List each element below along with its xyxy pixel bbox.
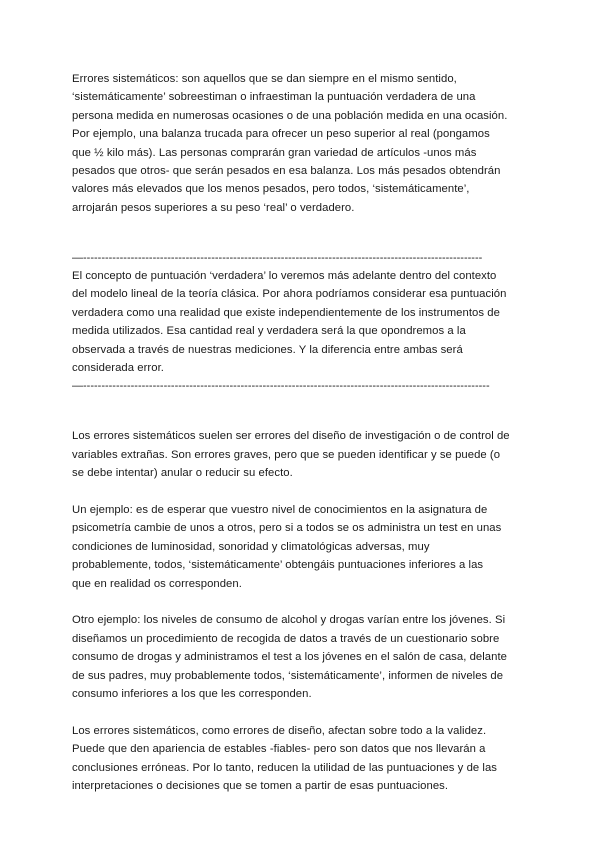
paragraph-systematic-errors-definition <box>72 70 532 217</box>
document-page <box>72 70 532 795</box>
text-line: probablemente, todos, ‘sistemáticamente’ obtengáis puntuaciones inferiores a las <box>72 559 484 572</box>
text-line: Un ejemplo: es de esperar que vuestro nivel de conocimientos en la asignatura de <box>72 503 488 516</box>
paragraph-true-score-note <box>72 267 532 377</box>
text-line: persona medida en numerosas ocasiones o de una población medida en una ocasión. <box>72 109 508 122</box>
text-line: consumo de drogas y administramos el test a los jóvenes en el salón de casa, delante <box>72 651 507 664</box>
text-line: psicometría cambie de unos a otros, pero si a todos se os administra un test en unas <box>72 522 502 535</box>
text-line: Otro ejemplo: los niveles de consumo de alcohol y drogas varían entre los jóvenes. Si <box>72 614 506 627</box>
text-line: del modelo lineal de la teoría clásica. Por ahora podríamos considerar esa puntuación <box>72 288 507 301</box>
paragraph-example-psychometrics <box>72 501 532 593</box>
text-line: consumo inferiores a los que les corresponden. <box>72 687 312 700</box>
text-line: variables extrañas. Son errores graves, pero que se pueden identificar y se puede (o <box>72 448 501 461</box>
divider-top: —------------------------------------------------------------------------------------------------------------- <box>72 251 483 264</box>
text-line: condiciones de luminosidad, sonoridad y climatológicas adversas, muy <box>72 540 430 553</box>
text-line: que ½ kilo más). Las personas comprarán gran variedad de artículos -unos más <box>72 146 477 159</box>
text-line: considerada error. <box>72 362 164 375</box>
paragraph-design-errors <box>72 427 532 482</box>
text-line: Por ejemplo, una balanza trucada para ofrecer un peso superior al real (pongamos <box>72 128 490 141</box>
text-line: interpretaciones o decisiones que se tomen a partir de esas puntuaciones. <box>72 779 449 792</box>
text-line: verdadera como una realidad que existe independientemente de los instrumentos de <box>72 306 500 319</box>
text-line: observada a través de nuestras mediciones. Y la diferencia entre ambas será <box>72 343 463 356</box>
text-line: diseñamos un procedimiento de recogida de datos a través de un cuestionario sobre <box>72 632 500 645</box>
text-line: de sus padres, muy probablemente todos, ‘sistemáticamente’, informen de niveles de <box>72 669 504 682</box>
text-line: medida utilizados. Esa cantidad real y verdadera será la que opondremos a la <box>72 325 466 338</box>
text-line: El concepto de puntuación ‘verdadera’ lo veremos más adelante dentro del contexto <box>72 270 497 283</box>
text-line: Puede que den apariencia de estables -fiables- pero son datos que nos llevarán a <box>72 743 486 756</box>
text-line: valores más elevados que los menos pesados, pero todos, ‘sistemáticamente’, <box>72 183 470 196</box>
text-line: pesados que otros- que serán pesados en esa balanza. Los más pesados obtendrán <box>72 165 501 178</box>
text-line: Los errores sistemáticos suelen ser errores del diseño de investigación o de control de <box>72 430 510 443</box>
text-line: Los errores sistemáticos, como errores de diseño, afectan sobre todo a la validez. <box>72 724 487 737</box>
divider-bottom: —--------------------------------------------------------------------------------------------------------------- <box>72 380 490 393</box>
text-line: ‘sistemáticamente’ sobreestiman o infraestiman la puntuación verdadera de una <box>72 91 476 104</box>
text-line: arrojarán pesos superiores a su peso ‘real’ o verdadero. <box>72 201 355 214</box>
text-line: Errores sistemáticos: son aquellos que se dan siempre en el mismo sentido, <box>72 73 457 85</box>
paragraph-validity <box>72 722 532 796</box>
text-line: se debe intentar) anular o reducir su efecto. <box>72 467 293 480</box>
paragraph-example-alcohol <box>72 611 532 703</box>
text-line: conclusiones erróneas. Por lo tanto, reducen la utilidad de las puntuaciones y de las <box>72 761 498 774</box>
text-line: que en realidad os corresponden. <box>72 577 242 590</box>
